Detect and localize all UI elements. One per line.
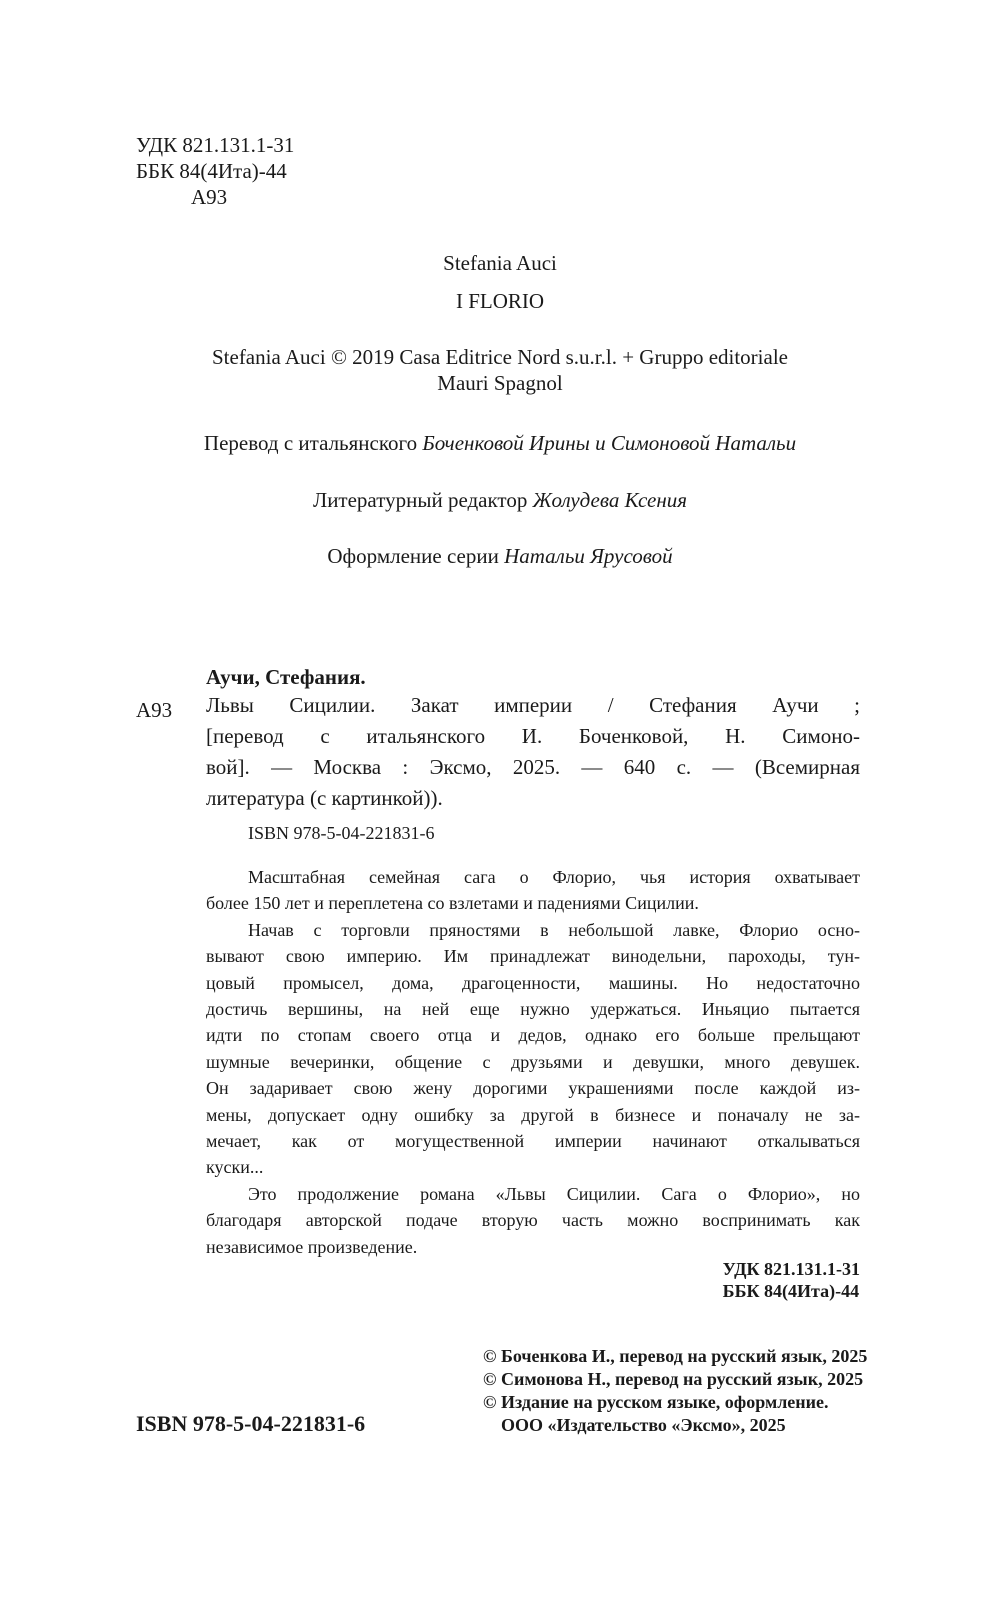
annotation-line: мечает, как от могущественной империи начинают откалываться (206, 1131, 860, 1152)
entry-line: литература (с картинкой)). (206, 786, 443, 810)
annotation-line: Он задаривает свою жену дорогими украшениями после каждой из- (206, 1078, 860, 1099)
copyright-block (483, 1345, 867, 1437)
original-copyright (0, 344, 1000, 396)
annotation-line: более 150 лет и переплетена со взлетами и падениями Сицилии. (206, 893, 699, 914)
original-author: Stefania Auci (443, 251, 557, 275)
entry-line: [перевод с итальянского И. Боченковой, Н. Симоно- (206, 724, 860, 748)
design-label: Оформление серии (327, 544, 499, 568)
annotation-line: Начав с торговли пряностями в небольшой лавке, Флорио осно- (248, 919, 860, 940)
design-credit (0, 543, 1000, 569)
copyright-translator-1: © Боченкова И., перевод на русский язык, 2025 (483, 1346, 868, 1366)
annotation-line: независимое произведение. (206, 1236, 418, 1257)
bibliographic-entry (206, 690, 860, 814)
copyright-publisher: ООО «Издательство «Эксмо», 2025 (501, 1415, 786, 1435)
footer-bbk: ББК 84(4Ита)-44 (722, 1281, 860, 1301)
annotation-line: шумные вечеринки, общение с друзьями и девушки, много девушек. (206, 1051, 860, 1072)
footer-codes (723, 1258, 860, 1302)
header-codes (136, 132, 294, 210)
designer-name: Натальи Ярусовой (504, 544, 673, 568)
entry-line: вой]. — Москва : Эксмо, 2025. — 640 с. — (Всемирная (206, 755, 860, 779)
annotation-line: благодаря авторской подаче вторую часть можно воспринимать как (206, 1210, 860, 1231)
bibliographic-heading: Аучи, Стефания. (206, 665, 366, 689)
copyright-line: Mauri Spagnol (437, 371, 563, 395)
annotation-line: мены, допускает одну ошибку за другой в бизнесе и поначалу не за- (206, 1104, 860, 1125)
annotation-line: Масштабная семейная сага о Флорио, чья история охватывает (248, 867, 860, 887)
translation-credit (0, 430, 1000, 456)
annotation-line: Это продолжение романа «Львы Сицилии. Сага о Флорио», но (248, 1183, 860, 1204)
annotation-line: достичь вершины, на ней еще нужно удержаться. Иньяцио пытается (206, 999, 860, 1020)
copyright-line: Stefania Auci © 2019 Casa Editrice Nord s.u.r.l. + Gruppo editoriale (211, 345, 788, 369)
bibliographic-mark: А93 (136, 698, 173, 722)
annotation-line: идти по стопам своего отца и дедов, однако его больше прельщают (206, 1025, 860, 1046)
copyright-translator-2: © Симонова Н., перевод на русский язык, 2025 (483, 1369, 864, 1389)
editor-name: Жолудева Ксения (532, 488, 688, 512)
annotation-line: куски... (206, 1157, 264, 1178)
editor-label: Литературный редактор (312, 488, 528, 512)
entry-line: Львы Сицилии. Закат империи / Стефания Аучи ; (206, 693, 860, 717)
original-title: I FLORIO (455, 289, 545, 313)
footer-udk: УДК 821.131.1-31 (722, 1259, 860, 1279)
bbk-code: ББК 84(4Ита)-44 (136, 159, 287, 183)
author-mark: А93 (191, 185, 228, 209)
translation-label: Перевод с итальянского (203, 431, 418, 455)
editor-credit (0, 487, 1000, 513)
translator-names: Боченковой Ирины и Симоновой Натальи (422, 431, 797, 455)
bibliographic-isbn: ISBN 978-5-04-221831-6 (248, 823, 435, 843)
annotation (206, 864, 860, 1260)
annotation-line: вывают свою империю. Им принадлежат винодельни, пароходы, тун- (206, 946, 860, 967)
annotation-line: цовый промысел, дома, драгоценности, машины. Но недостаточно (206, 972, 860, 993)
udk-code: УДК 821.131.1-31 (136, 133, 295, 157)
copyright-edition: © Издание на русском языке, оформление. (483, 1392, 829, 1412)
footer-isbn: ISBN 978-5-04-221831-6 (136, 1411, 366, 1436)
